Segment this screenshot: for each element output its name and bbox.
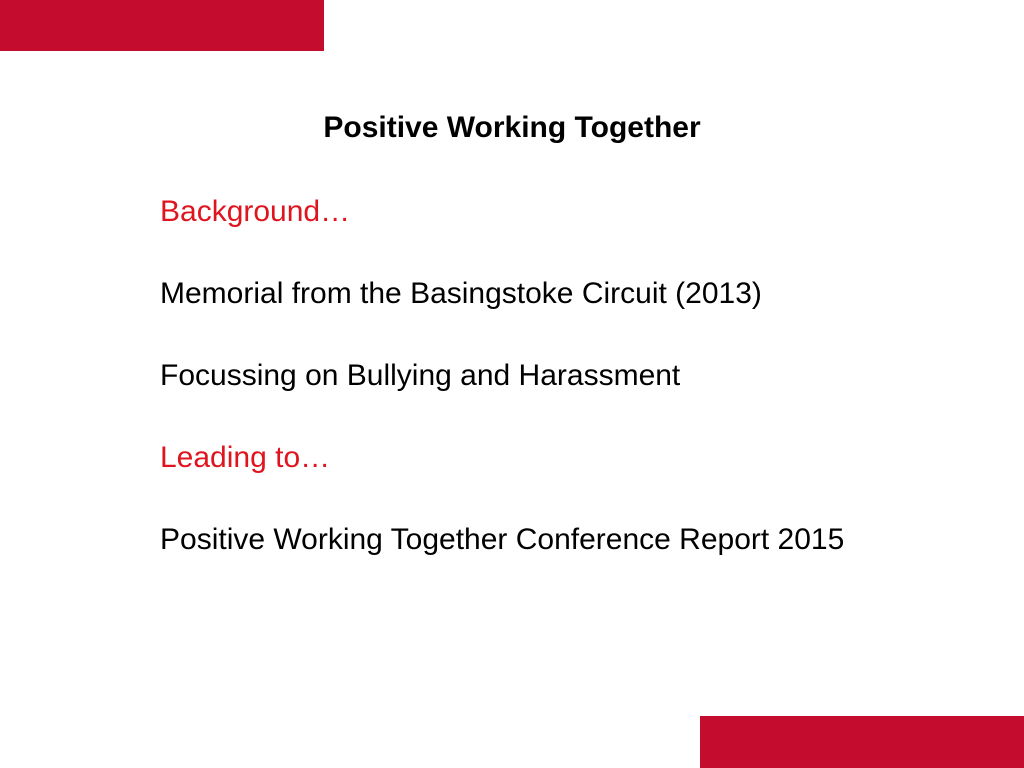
top-left-decorative-bar [0, 0, 324, 51]
slide-content [160, 192, 880, 602]
conference-report-line: Positive Working Together Conference Report 2015 [160, 523, 845, 556]
background-heading: Background… [160, 195, 351, 228]
leading-to-heading: Leading to… [160, 441, 331, 474]
memorial-line: Memorial from the Basingstoke Circuit (2013) [160, 277, 762, 310]
focus-line: Focussing on Bullying and Harassment [160, 359, 681, 392]
bottom-right-decorative-bar [700, 716, 1024, 768]
slide-title: Positive Working Together [323, 111, 701, 144]
